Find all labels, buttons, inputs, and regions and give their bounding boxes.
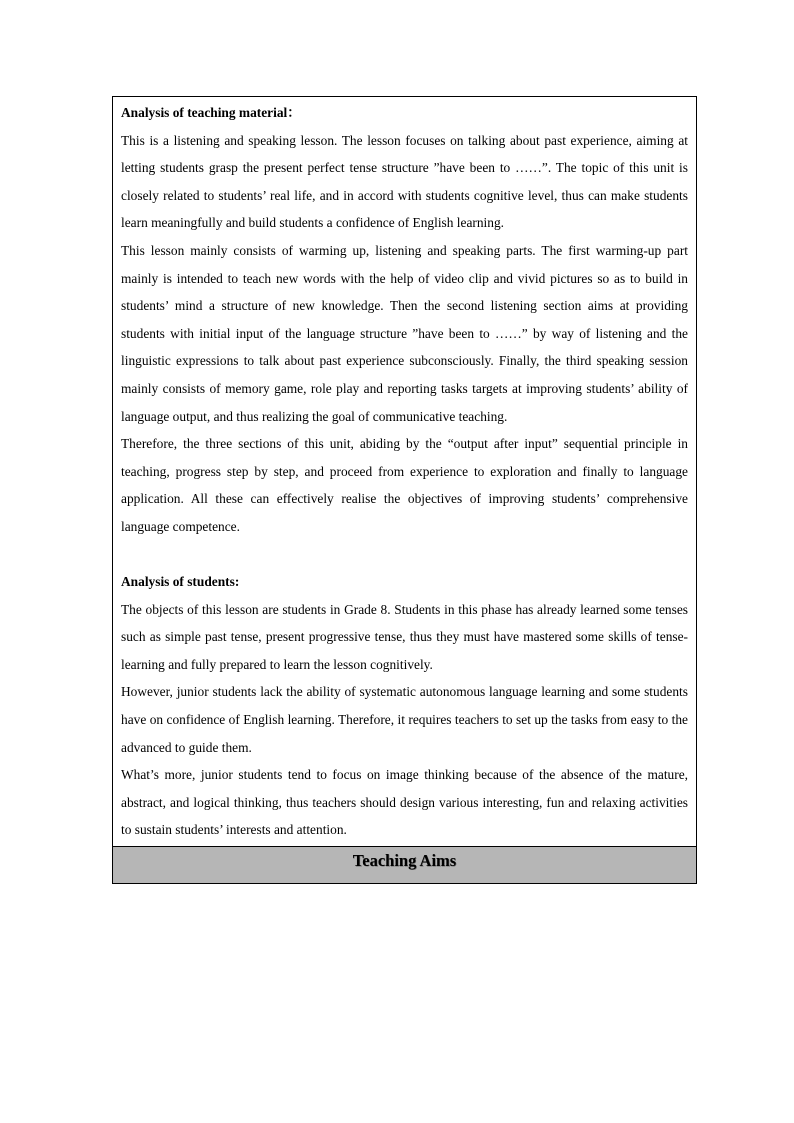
- material-heading: Analysis of teaching material：: [121, 105, 301, 120]
- students-paragraph-2: However, junior students lack the ability of systematic autonomous language learning and some students have on confidence of English learning. Therefore, it requires teachers to set up the tasks from easy to the advanced to guide them.: [121, 684, 688, 755]
- lesson-plan-table: [112, 96, 697, 884]
- students-paragraph-3: What’s more, junior students tend to focus on image thinking because of the absence of the mature, abstract, and logical thinking, thus teachers should design various interesting, fun and relaxing activities to sustain students’ interests and attention.: [121, 767, 688, 838]
- material-paragraph-2: This lesson mainly consists of warming up, listening and speaking parts. The first warming-up part mainly is intended to teach new words with the help of video clip and vivid pictures so as to build in students’ mind a structure of new knowledge. Then the second listening section aims at providing students with initial input of the language structure ”have been to ……” by way of listening and the linguistic expressions to talk about past experience subconsciously. Finally, the third speaking session mainly consists of memory game, role play and reporting tasks targets at improving students’ ability of language output, and thus realizing the goal of communicative teaching.: [121, 242, 688, 424]
- section-spacer: [121, 541, 688, 569]
- teaching-aims-header: [113, 846, 696, 883]
- teaching-aims-title: Teaching Aims: [352, 851, 457, 871]
- students-paragraph-1: The objects of this lesson are students in Grade 8. Students in this phase has already learned some tenses such as simple past tense, present progressive tense, thus they must have mastered some skills of tense-learning and fully prepared to learn the lesson cognitively.: [121, 601, 688, 672]
- analysis-cell: [113, 97, 696, 846]
- material-paragraph-1: This is a listening and speaking lesson. The lesson focuses on talking about past experience, aiming at letting students grasp the present perfect tense structure ”have been to ……”. The topic of this unit is closely related to students’ real life, and in accord with students cognitive level, thus can make students learn meaningfully and build students a confidence of English learning.: [121, 132, 688, 231]
- material-paragraph-3: Therefore, the three sections of this unit, abiding by the “output after input” sequential principle in teaching, progress step by step, and proceed from experience to exploration and finally to language application. All these can effectively realise the objectives of improving students’ comprehensive language competence.: [121, 436, 688, 534]
- students-heading: Analysis of students:: [121, 574, 240, 590]
